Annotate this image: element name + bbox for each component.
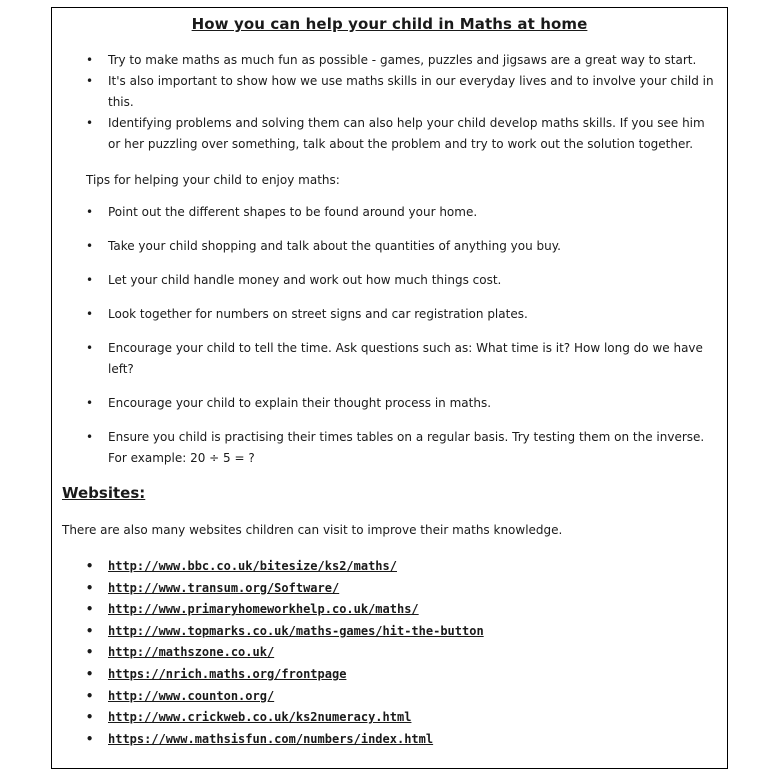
website-link[interactable]: http://www.topmarks.co.uk/maths-games/hit-the-button bbox=[108, 623, 484, 638]
intro-bullet: • It's also important to show how we use maths skills in our everyday lives and to involve your child in this. bbox=[86, 71, 718, 113]
link-item bbox=[86, 664, 718, 686]
link-item bbox=[86, 642, 718, 664]
tip-item: • Ensure you child is practising their times tables on a regular basis. Try testing them on the inverse. For example: 20 ÷ 5 = ? bbox=[86, 427, 718, 469]
websites-heading: Websites: bbox=[62, 484, 146, 502]
link-item bbox=[86, 599, 718, 621]
link-item bbox=[86, 686, 718, 708]
tip-item: • Encourage your child to tell the time. Ask questions such as: What time is it? How long do we have left? bbox=[86, 338, 718, 380]
tips-heading: Tips for helping your child to enjoy maths: bbox=[86, 173, 340, 187]
tip-item: • Encourage your child to explain their thought process in maths. bbox=[86, 393, 718, 414]
website-link-list bbox=[86, 556, 718, 750]
website-link[interactable]: http://www.primaryhomeworkhelp.co.uk/maths/ bbox=[108, 602, 419, 617]
tip-item: • Let your child handle money and work out how much things cost. bbox=[86, 270, 718, 291]
link-item bbox=[86, 707, 718, 729]
link-item bbox=[86, 621, 718, 643]
link-item bbox=[86, 729, 718, 751]
intro-bullet: • Identifying problems and solving them can also help your child develop maths skills. If you see him or her puzzling over something, talk about the problem and try to work out the solution together. bbox=[86, 113, 718, 155]
website-link[interactable]: http://www.transum.org/Software/ bbox=[108, 580, 340, 595]
website-link[interactable]: https://nrich.maths.org/frontpage bbox=[108, 666, 347, 681]
website-link[interactable]: http://www.counton.org/ bbox=[108, 688, 275, 703]
document-title: How you can help your child in Maths at home bbox=[191, 15, 588, 33]
website-link[interactable]: https://www.mathsisfun.com/numbers/index.html bbox=[108, 731, 434, 746]
link-item bbox=[86, 556, 718, 578]
tip-item: • Take your child shopping and talk about the quantities of anything you buy. bbox=[86, 236, 718, 257]
websites-intro: There are also many websites children can visit to improve their maths knowledge. bbox=[62, 523, 563, 537]
link-item bbox=[86, 578, 718, 600]
website-link[interactable]: http://mathszone.co.uk/ bbox=[108, 645, 275, 660]
tip-item: • Look together for numbers on street signs and car registration plates. bbox=[86, 304, 718, 325]
intro-bullet-list bbox=[86, 50, 718, 155]
tips-bullet-list bbox=[86, 202, 718, 482]
website-link[interactable]: http://www.bbc.co.uk/bitesize/ks2/maths/ bbox=[108, 559, 397, 573]
tip-item: • Point out the different shapes to be found around your home. bbox=[86, 202, 718, 223]
website-link[interactable]: http://www.crickweb.co.uk/ks2numeracy.html bbox=[108, 710, 412, 725]
intro-bullet: • Try to make maths as much fun as possible - games, puzzles and jigsaws are a great way to start. bbox=[86, 50, 718, 71]
